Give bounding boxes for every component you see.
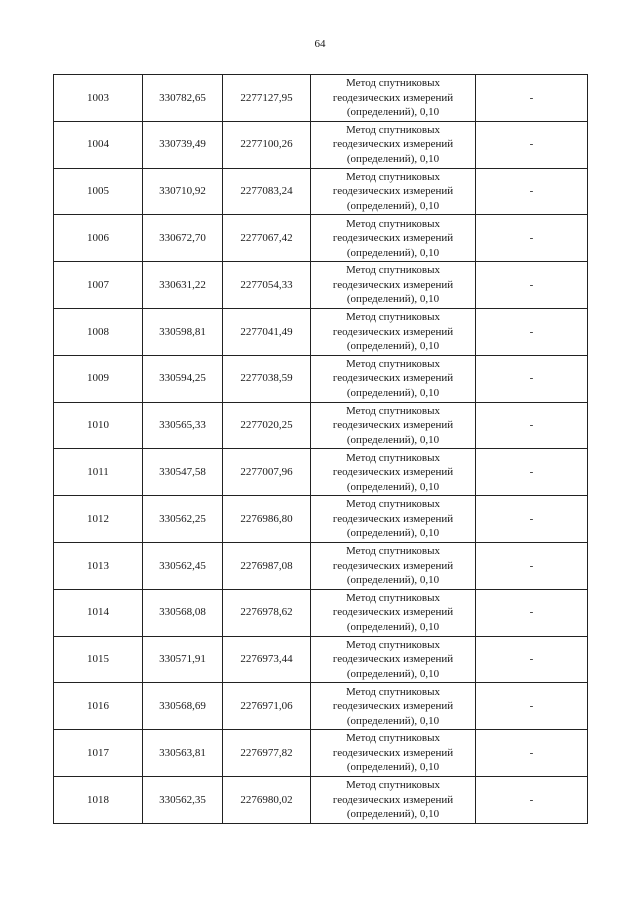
table-row bbox=[54, 215, 588, 262]
y-coordinate-cell: 2277127,95 bbox=[223, 75, 311, 122]
y-coordinate-cell: 2276980,02 bbox=[223, 776, 311, 823]
x-coordinate-cell: 330739,49 bbox=[143, 121, 223, 168]
x-coordinate-cell: 330547,58 bbox=[143, 449, 223, 496]
note-cell: - bbox=[476, 730, 588, 777]
point-number-cell: 1013 bbox=[54, 542, 143, 589]
note-cell: - bbox=[476, 776, 588, 823]
point-number-cell: 1015 bbox=[54, 636, 143, 683]
x-coordinate-cell: 330672,70 bbox=[143, 215, 223, 262]
x-coordinate-cell: 330562,25 bbox=[143, 496, 223, 543]
point-number-cell: 1018 bbox=[54, 776, 143, 823]
point-number-cell: 1016 bbox=[54, 683, 143, 730]
x-coordinate-cell: 330563,81 bbox=[143, 730, 223, 777]
method-cell: Метод спутниковых геодезических измерений (определений), 0,10 bbox=[311, 262, 476, 309]
page-number: 64 bbox=[314, 38, 326, 50]
x-coordinate-cell: 330710,92 bbox=[143, 168, 223, 215]
method-cell: Метод спутниковых геодезических измерений (определений), 0,10 bbox=[311, 730, 476, 777]
point-number-cell: 1008 bbox=[54, 308, 143, 355]
note-cell: - bbox=[476, 168, 588, 215]
table-row bbox=[54, 589, 588, 636]
note-cell: - bbox=[476, 75, 588, 122]
x-coordinate-cell: 330782,65 bbox=[143, 75, 223, 122]
point-number-cell: 1007 bbox=[54, 262, 143, 309]
x-coordinate-cell: 330568,08 bbox=[143, 589, 223, 636]
method-cell: Метод спутниковых геодезических измерений (определений), 0,10 bbox=[311, 355, 476, 402]
table-row bbox=[54, 730, 588, 777]
y-coordinate-cell: 2277020,25 bbox=[223, 402, 311, 449]
y-coordinate-cell: 2277100,26 bbox=[223, 121, 311, 168]
table-row bbox=[54, 402, 588, 449]
table-row bbox=[54, 542, 588, 589]
method-cell: Метод спутниковых геодезических измерений (определений), 0,10 bbox=[311, 168, 476, 215]
point-number-cell: 1010 bbox=[54, 402, 143, 449]
note-cell: - bbox=[476, 355, 588, 402]
method-cell: Метод спутниковых геодезических измерений (определений), 0,10 bbox=[311, 589, 476, 636]
table-row bbox=[54, 75, 588, 122]
x-coordinate-cell: 330631,22 bbox=[143, 262, 223, 309]
table-row bbox=[54, 168, 588, 215]
point-number-cell: 1006 bbox=[54, 215, 143, 262]
note-cell: - bbox=[476, 589, 588, 636]
point-number-cell: 1017 bbox=[54, 730, 143, 777]
note-cell: - bbox=[476, 402, 588, 449]
table-row bbox=[54, 776, 588, 823]
y-coordinate-cell: 2277038,59 bbox=[223, 355, 311, 402]
table-row bbox=[54, 262, 588, 309]
point-number-cell: 1011 bbox=[54, 449, 143, 496]
note-cell: - bbox=[476, 683, 588, 730]
y-coordinate-cell: 2276978,62 bbox=[223, 589, 311, 636]
method-cell: Метод спутниковых геодезических измерений (определений), 0,10 bbox=[311, 683, 476, 730]
table-row bbox=[54, 121, 588, 168]
coordinates-table bbox=[53, 74, 588, 824]
method-cell: Метод спутниковых геодезических измерений (определений), 0,10 bbox=[311, 75, 476, 122]
y-coordinate-cell: 2277083,24 bbox=[223, 168, 311, 215]
note-cell: - bbox=[476, 262, 588, 309]
y-coordinate-cell: 2277041,49 bbox=[223, 308, 311, 355]
table-row bbox=[54, 308, 588, 355]
y-coordinate-cell: 2276973,44 bbox=[223, 636, 311, 683]
point-number-cell: 1003 bbox=[54, 75, 143, 122]
note-cell: - bbox=[476, 308, 588, 355]
table-row bbox=[54, 355, 588, 402]
x-coordinate-cell: 330565,33 bbox=[143, 402, 223, 449]
method-cell: Метод спутниковых геодезических измерений (определений), 0,10 bbox=[311, 496, 476, 543]
point-number-cell: 1009 bbox=[54, 355, 143, 402]
method-cell: Метод спутниковых геодезических измерений (определений), 0,10 bbox=[311, 776, 476, 823]
y-coordinate-cell: 2276977,82 bbox=[223, 730, 311, 777]
x-coordinate-cell: 330562,35 bbox=[143, 776, 223, 823]
table-row bbox=[54, 496, 588, 543]
point-number-cell: 1005 bbox=[54, 168, 143, 215]
note-cell: - bbox=[476, 542, 588, 589]
x-coordinate-cell: 330571,91 bbox=[143, 636, 223, 683]
x-coordinate-cell: 330562,45 bbox=[143, 542, 223, 589]
y-coordinate-cell: 2277007,96 bbox=[223, 449, 311, 496]
method-cell: Метод спутниковых геодезических измерений (определений), 0,10 bbox=[311, 449, 476, 496]
method-cell: Метод спутниковых геодезических измерений (определений), 0,10 bbox=[311, 215, 476, 262]
x-coordinate-cell: 330594,25 bbox=[143, 355, 223, 402]
y-coordinate-cell: 2277054,33 bbox=[223, 262, 311, 309]
note-cell: - bbox=[476, 636, 588, 683]
point-number-cell: 1004 bbox=[54, 121, 143, 168]
method-cell: Метод спутниковых геодезических измерений (определений), 0,10 bbox=[311, 402, 476, 449]
table-row bbox=[54, 449, 588, 496]
note-cell: - bbox=[476, 449, 588, 496]
y-coordinate-cell: 2277067,42 bbox=[223, 215, 311, 262]
point-number-cell: 1012 bbox=[54, 496, 143, 543]
method-cell: Метод спутниковых геодезических измерений (определений), 0,10 bbox=[311, 542, 476, 589]
x-coordinate-cell: 330568,69 bbox=[143, 683, 223, 730]
method-cell: Метод спутниковых геодезических измерений (определений), 0,10 bbox=[311, 121, 476, 168]
note-cell: - bbox=[476, 496, 588, 543]
table-row bbox=[54, 636, 588, 683]
table-row bbox=[54, 683, 588, 730]
note-cell: - bbox=[476, 215, 588, 262]
y-coordinate-cell: 2276986,80 bbox=[223, 496, 311, 543]
point-number-cell: 1014 bbox=[54, 589, 143, 636]
y-coordinate-cell: 2276987,08 bbox=[223, 542, 311, 589]
method-cell: Метод спутниковых геодезических измерений (определений), 0,10 bbox=[311, 308, 476, 355]
method-cell: Метод спутниковых геодезических измерений (определений), 0,10 bbox=[311, 636, 476, 683]
x-coordinate-cell: 330598,81 bbox=[143, 308, 223, 355]
y-coordinate-cell: 2276971,06 bbox=[223, 683, 311, 730]
note-cell: - bbox=[476, 121, 588, 168]
